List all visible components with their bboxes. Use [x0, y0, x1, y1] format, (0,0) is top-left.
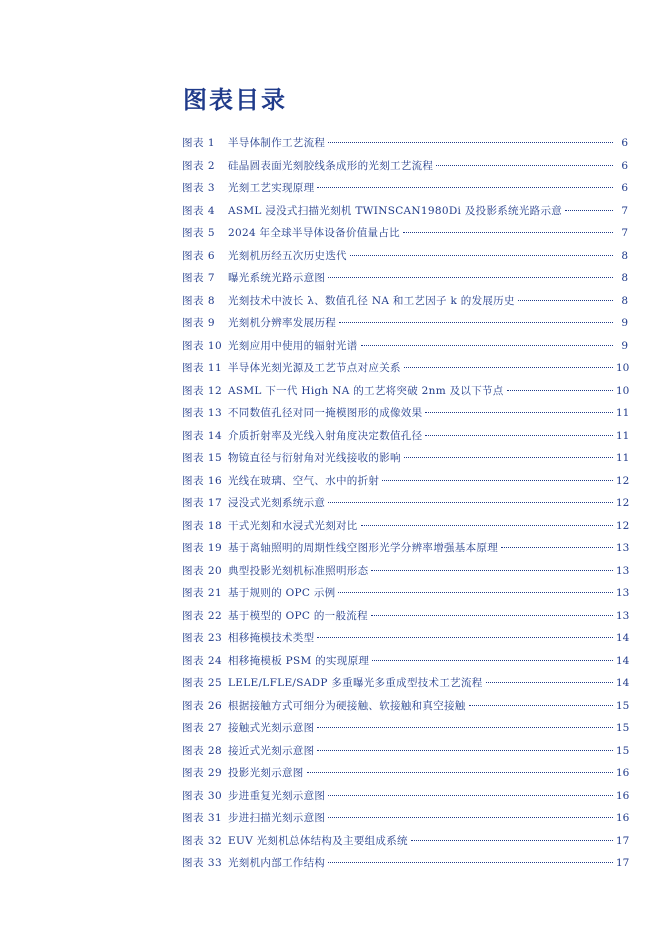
toc-entry[interactable]: [182, 492, 628, 515]
toc-entry-page-number: 13: [616, 587, 630, 599]
toc-entry[interactable]: [182, 470, 628, 493]
toc-entry[interactable]: [182, 402, 628, 425]
toc-entry-title: 光刻机内部工作结构: [228, 857, 326, 869]
toc-leader-dots: [328, 817, 613, 818]
toc-leader-dots: [507, 390, 613, 391]
toc-entry-label: 图表 30: [182, 789, 223, 802]
toc-entry-label: 图表 18: [182, 519, 223, 532]
toc-entry[interactable]: [182, 852, 628, 875]
toc-entry-label: 图表 12: [182, 384, 223, 397]
toc-entry-label: 图表 14: [182, 429, 223, 442]
toc-leader-dots: [501, 547, 613, 548]
toc-entry-title: 典型投影光刻机标准照明形态: [228, 564, 369, 577]
toc-leader-dots: [371, 570, 613, 571]
toc-entry-label: 图表 8: [182, 294, 216, 307]
toc-entry[interactable]: [182, 155, 628, 178]
toc-entry-title: 投影光刻示意图: [228, 767, 304, 779]
toc-entry-page-number: 15: [616, 744, 630, 757]
toc-entry-page-number: 14: [616, 654, 630, 667]
toc-entry-page-number: 13: [616, 609, 630, 622]
toc-entry-label: 图表 32: [182, 834, 223, 847]
toc-entry[interactable]: [182, 200, 628, 223]
toc-entry-page-number: 9: [621, 317, 628, 329]
toc-entry-label: 图表 19: [182, 542, 223, 554]
toc-entry[interactable]: [182, 627, 628, 650]
toc-leader-dots: [469, 705, 613, 706]
toc-entry-title: 2024 年全球半导体设备价值量占比: [228, 227, 400, 239]
toc-entry-page-number: 15: [616, 699, 630, 712]
toc-entry-title: 介质折射率及光线入射角度决定数值孔径: [228, 429, 423, 442]
toc-leader-dots: [403, 232, 613, 233]
toc-entry[interactable]: [182, 132, 628, 155]
toc-entry-label: 图表 13: [182, 407, 223, 419]
page-title: 图表目录: [183, 86, 287, 114]
toc-entry[interactable]: [182, 245, 628, 268]
toc-entry-label: 图表 21: [182, 587, 223, 599]
toc-leader-dots: [372, 660, 613, 661]
toc-entry[interactable]: [182, 177, 628, 200]
table-of-figures: [182, 132, 628, 875]
toc-entry-page-number: 12: [616, 519, 630, 532]
toc-entry[interactable]: [182, 672, 628, 695]
toc-entry-label: 图表 4: [182, 204, 216, 217]
toc-entry-page-number: 14: [616, 632, 630, 644]
toc-entry-label: 图表 9: [182, 317, 216, 329]
toc-entry-page-number: 6: [621, 159, 628, 172]
toc-leader-dots: [371, 615, 613, 616]
toc-leader-dots: [328, 795, 613, 796]
toc-entry-title: 光刻技术中波长 λ、数值孔径 NA 和工艺因子 k 的发展历史: [228, 294, 515, 307]
toc-leader-dots: [425, 435, 613, 436]
toc-entry-page-number: 16: [616, 767, 630, 779]
toc-leader-dots: [361, 345, 613, 346]
toc-entry-title: 光刻机分辨率发展历程: [228, 317, 336, 329]
toc-leader-dots: [317, 750, 613, 751]
toc-leader-dots: [317, 637, 613, 638]
toc-entry-label: 图表 3: [182, 182, 216, 194]
toc-entry-page-number: 9: [621, 339, 628, 352]
toc-entry-label: 图表 29: [182, 767, 223, 779]
toc-entry[interactable]: [182, 582, 628, 605]
toc-leader-dots: [425, 412, 613, 413]
toc-entry-title: 曝光系统光路示意图: [228, 272, 326, 284]
toc-entry[interactable]: [182, 537, 628, 560]
toc-entry-title: 基于规则的 OPC 示例: [228, 587, 336, 599]
toc-entry[interactable]: [182, 762, 628, 785]
toc-entry-title: 接近式光刻示意图: [228, 744, 315, 757]
toc-entry-label: 图表 20: [182, 564, 223, 577]
toc-entry-page-number: 16: [616, 812, 630, 824]
toc-entry-label: 图表 33: [182, 857, 223, 869]
toc-entry-page-number: 6: [621, 182, 628, 194]
toc-entry-title: 接触式光刻示意图: [228, 722, 315, 734]
toc-entry-title: 光刻工艺实现原理: [228, 182, 315, 194]
toc-leader-dots: [382, 480, 613, 481]
toc-entry[interactable]: [182, 425, 628, 448]
toc-entry-label: 图表 24: [182, 654, 223, 667]
toc-entry-page-number: 13: [616, 542, 630, 554]
toc-leader-dots: [404, 367, 613, 368]
toc-entry-label: 图表 15: [182, 452, 223, 464]
toc-entry-label: 图表 27: [182, 722, 223, 734]
toc-entry-page-number: 10: [616, 362, 630, 374]
toc-entry-title: 基于离轴照明的周期性线空图形光学分辨率增强基本原理: [228, 542, 498, 554]
toc-entry-label: 图表 6: [182, 249, 216, 262]
toc-entry-page-number: 16: [616, 789, 630, 802]
toc-entry[interactable]: [182, 290, 628, 313]
toc-entry-page-number: 12: [616, 474, 630, 487]
toc-entry-title: 步进扫描光刻示意图: [228, 812, 326, 824]
toc-entry-title: 根据接触方式可细分为硬接触、软接触和真空接触: [228, 699, 466, 712]
toc-entry[interactable]: [182, 515, 628, 538]
toc-entry[interactable]: [182, 650, 628, 673]
toc-entry-label: 图表 16: [182, 474, 223, 487]
toc-entry-label: 图表 11: [182, 362, 223, 374]
toc-entry-title: 半导体制作工艺流程: [228, 137, 326, 149]
toc-entry[interactable]: [182, 807, 628, 830]
toc-entry-page-number: 7: [621, 227, 628, 239]
toc-entry-page-number: 15: [616, 722, 630, 734]
toc-leader-dots: [307, 772, 613, 773]
toc-leader-dots: [350, 255, 613, 256]
toc-entry-label: 图表 22: [182, 609, 223, 622]
toc-leader-dots: [328, 277, 613, 278]
toc-entry[interactable]: [182, 695, 628, 718]
toc-leader-dots: [411, 840, 613, 841]
toc-leader-dots: [328, 502, 613, 503]
toc-entry-title: 步进重复光刻示意图: [228, 789, 326, 802]
toc-entry[interactable]: [182, 560, 628, 583]
toc-entry-page-number: 8: [621, 249, 628, 262]
toc-entry[interactable]: [182, 717, 628, 740]
toc-entry-label: 图表 26: [182, 699, 223, 712]
toc-leader-dots: [338, 592, 613, 593]
toc-entry[interactable]: [182, 447, 628, 470]
toc-entry-label: 图表 2: [182, 159, 216, 172]
toc-entry[interactable]: [182, 380, 628, 403]
toc-entry-title: 干式光刻和水浸式光刻对比: [228, 519, 358, 532]
toc-entry-page-number: 10: [616, 384, 630, 397]
toc-entry-label: 图表 25: [182, 677, 223, 689]
toc-entry-title: 光线在玻璃、空气、水中的折射: [228, 474, 380, 487]
toc-entry-page-number: 14: [616, 677, 630, 689]
toc-entry-title: 光刻应用中使用的辐射光谱: [228, 339, 358, 352]
toc-entry-label: 图表 10: [182, 339, 223, 352]
toc-entry[interactable]: [182, 312, 628, 335]
toc-entry-label: 图表 5: [182, 227, 216, 239]
toc-entry-page-number: 17: [616, 857, 630, 869]
toc-entry-title: ASML 浸没式扫描光刻机 TWINSCAN1980Di 及投影系统光路示意: [228, 204, 563, 217]
toc-entry-title: 光刻机历经五次历史迭代: [228, 249, 347, 262]
toc-entry-label: 图表 31: [182, 812, 223, 824]
toc-entry[interactable]: [182, 357, 628, 380]
toc-entry-page-number: 11: [616, 429, 630, 442]
toc-entry-title: 相移掩模技术类型: [228, 632, 315, 644]
toc-entry-title: 物镜直径与衍射角对光线接收的影响: [228, 452, 401, 464]
toc-entry-label: 图表 7: [182, 272, 216, 284]
toc-entry-page-number: 11: [616, 407, 630, 419]
toc-leader-dots: [317, 187, 613, 188]
toc-entry-title: ASML 下一代 High NA 的工艺将突破 2nm 及以下节点: [228, 384, 504, 397]
toc-entry-title: 硅晶圆表面光刻胶线条成形的光刻工艺流程: [228, 159, 434, 172]
toc-leader-dots: [436, 165, 613, 166]
toc-entry-title: 相移掩模板 PSM 的实现原理: [228, 654, 370, 667]
toc-entry[interactable]: [182, 740, 628, 763]
toc-entry[interactable]: [182, 335, 628, 358]
toc-leader-dots: [404, 457, 613, 458]
toc-entry[interactable]: [182, 222, 628, 245]
toc-leader-dots: [328, 862, 613, 863]
toc-entry[interactable]: [182, 830, 628, 853]
toc-entry-title: 不同数值孔径对同一掩模图形的成像效果: [228, 407, 423, 419]
toc-entry-page-number: 7: [621, 204, 628, 217]
toc-entry-title: 基于模型的 OPC 的一般流程: [228, 609, 368, 622]
toc-entry-page-number: 11: [616, 452, 630, 464]
toc-leader-dots: [565, 210, 613, 211]
toc-entry-title: EUV 光刻机总体结构及主要组成系统: [228, 834, 408, 847]
toc-entry[interactable]: [182, 605, 628, 628]
toc-entry-page-number: 8: [621, 272, 628, 284]
toc-leader-dots: [339, 322, 613, 323]
toc-entry-page-number: 6: [621, 137, 628, 149]
toc-leader-dots: [486, 682, 613, 683]
toc-entry-title: 浸没式光刻系统示意: [228, 497, 326, 509]
toc-entry-label: 图表 23: [182, 632, 223, 644]
toc-entry[interactable]: [182, 267, 628, 290]
toc-entry-label: 图表 1: [182, 137, 216, 149]
toc-entry-page-number: 12: [616, 497, 630, 509]
toc-entry-label: 图表 28: [182, 744, 223, 757]
toc-leader-dots: [518, 300, 613, 301]
toc-entry[interactable]: [182, 785, 628, 808]
toc-entry-page-number: 13: [616, 564, 630, 577]
toc-leader-dots: [317, 727, 613, 728]
toc-entry-label: 图表 17: [182, 497, 223, 509]
toc-leader-dots: [328, 142, 613, 143]
toc-entry-page-number: 17: [616, 834, 630, 847]
toc-leader-dots: [361, 525, 613, 526]
toc-entry-page-number: 8: [621, 294, 628, 307]
toc-entry-title: LELE/LFLE/SADP 多重曝光多重成型技术工艺流程: [228, 677, 483, 689]
toc-entry-title: 半导体光刻光源及工艺节点对应关系: [228, 362, 401, 374]
